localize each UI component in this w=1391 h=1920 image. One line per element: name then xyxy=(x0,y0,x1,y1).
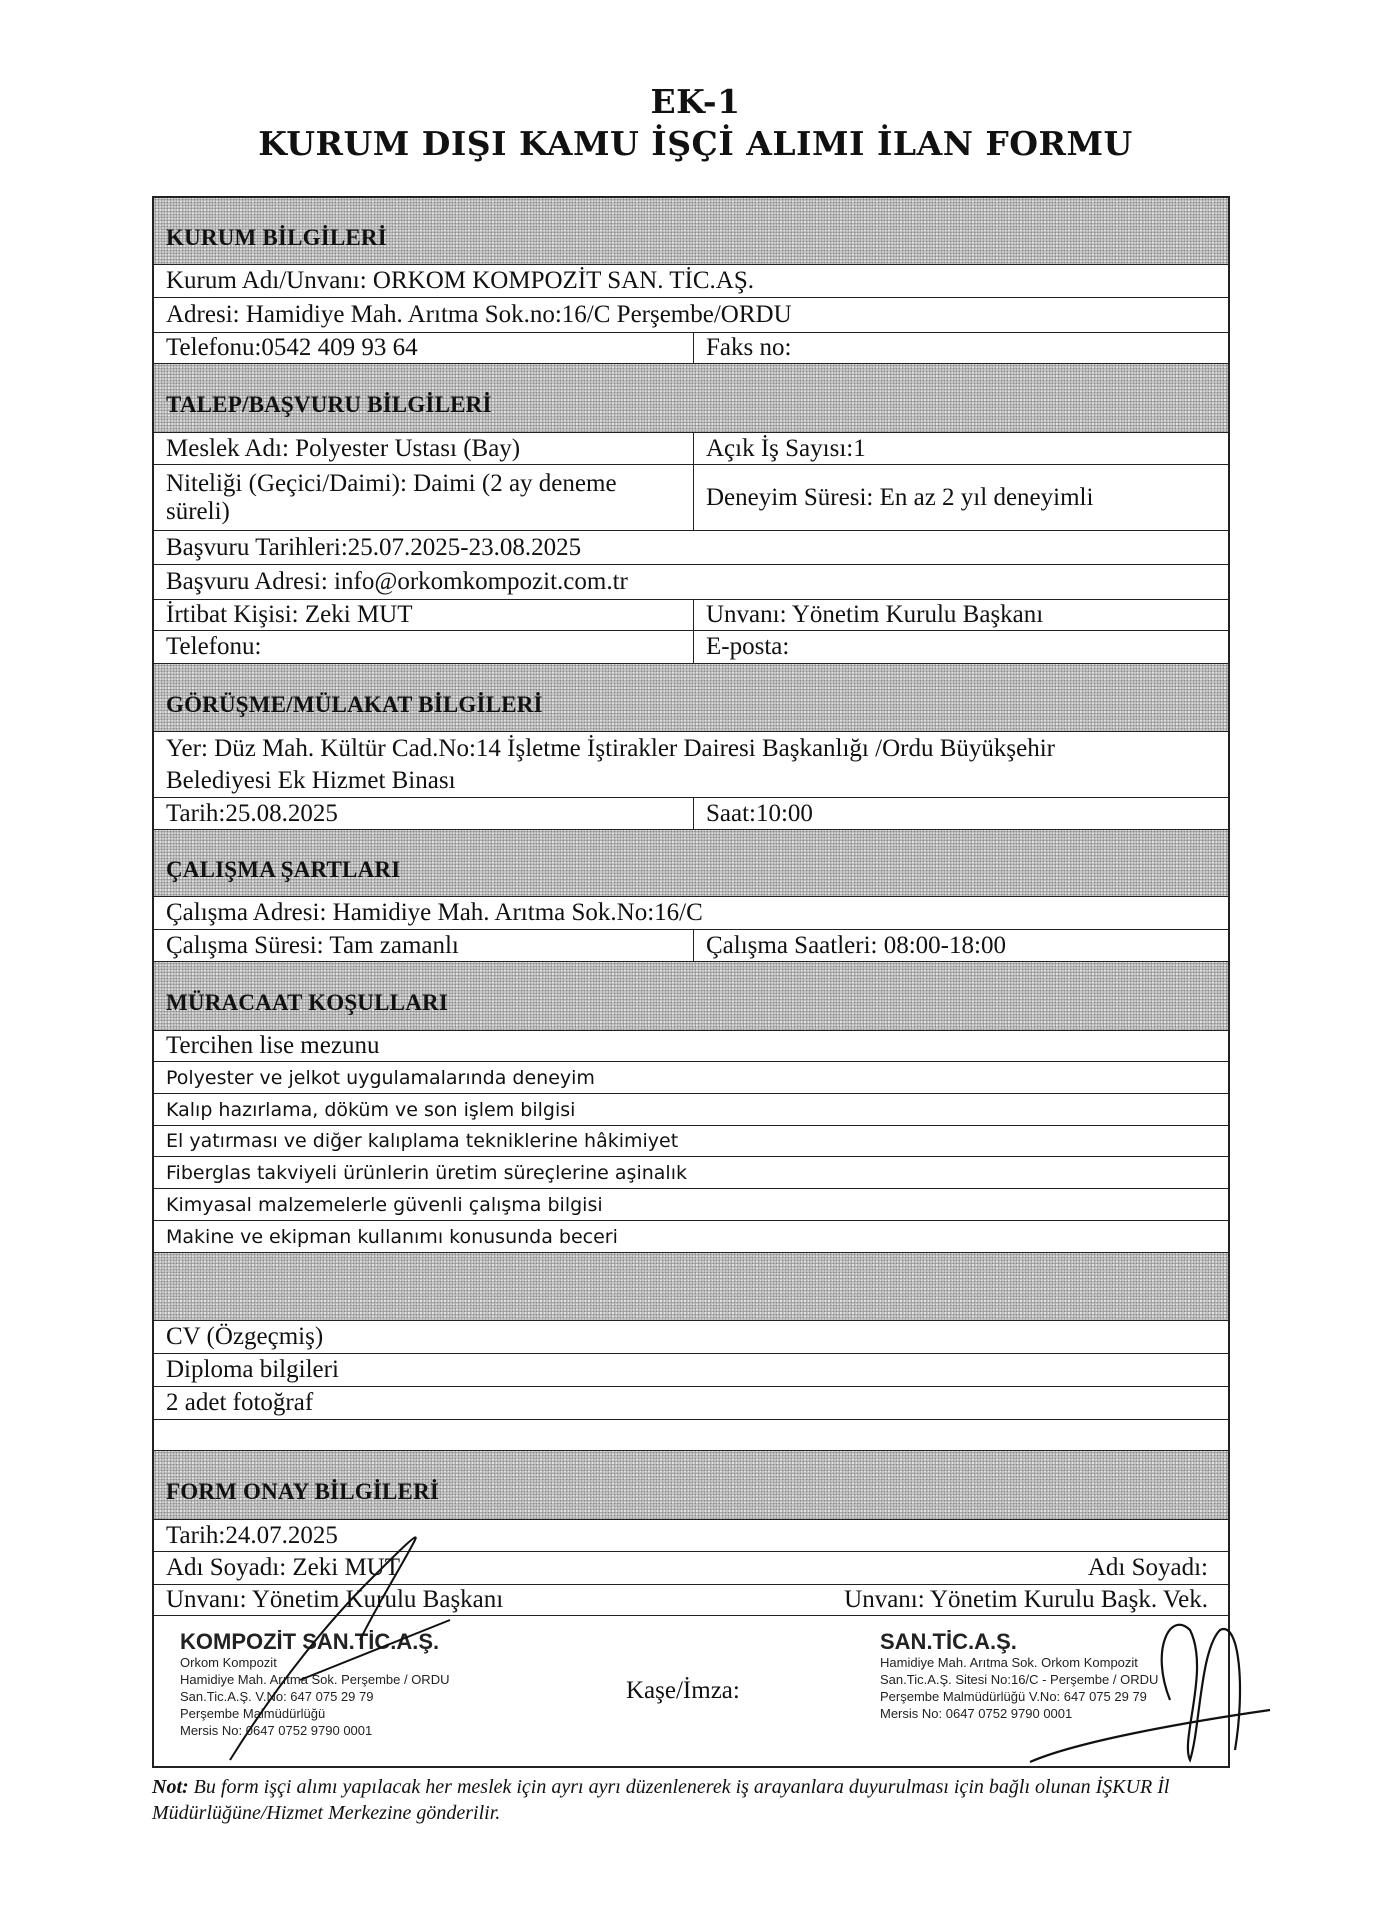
onay-tarih: Tarih:24.07.2025 xyxy=(166,1521,338,1549)
yer-row xyxy=(154,732,1228,798)
calisma-adres: Çalışma Adresi: Hamidiye Mah. Arıtma Sok.No:16/C xyxy=(166,899,703,926)
list-item xyxy=(154,1062,1228,1094)
form-title: KURUM DIŞI KAMU İŞÇİ ALIMI İLAN FORMU xyxy=(258,124,1133,163)
section-calisma xyxy=(154,830,1228,897)
requirement: El yatırması ve diğer kalıplama tekniklerine hâkimiyet xyxy=(166,1130,679,1152)
document-item: Diploma bilgileri xyxy=(166,1356,339,1383)
onay-unvan-left: Unvanı: Yönetim Kurulu Başkanı xyxy=(166,1586,504,1613)
calisma-saatleri: Çalışma Saatleri: 08:00-18:00 xyxy=(693,930,1228,961)
kurum-phone: Telefonu:0542 409 93 64 xyxy=(166,334,418,361)
requirement: Makine ve ekipman kullanımı konusunda beceri xyxy=(166,1225,618,1248)
section-talep xyxy=(154,364,1228,433)
requirement: Kalıp hazırlama, döküm ve son işlem bilgisi xyxy=(166,1098,576,1121)
kurum-address: Adresi: Hamidiye Mah. Arıtma Sok.no:16/C Perşembe/ORDU xyxy=(166,301,792,328)
irtibat: İrtibat Kişisi: Zeki MUT xyxy=(166,601,413,628)
list-item xyxy=(154,1321,1228,1354)
gorusme-yer: Yer: Düz Mah. Kültür Cad.No:14 İşletme İştirakler Dairesi Başkanlığı /Ordu Büyükşehir Belediyesi Ek Hizmet Binası xyxy=(166,734,1055,794)
requirement: Tercihen lise mezunu xyxy=(166,1032,380,1059)
list-item xyxy=(154,1387,1228,1420)
nitelik-row xyxy=(154,465,1228,531)
requirement: Fiberglas takviyeli ürünlerin üretim süreçlerine aşinalık xyxy=(166,1161,687,1184)
list-item xyxy=(154,1126,1228,1157)
kurum-fax: Faks no: xyxy=(693,333,1228,363)
calisma-adres-row xyxy=(154,897,1228,930)
deneyim: Deneyim Süresi: En az 2 yıl deneyimli xyxy=(693,465,1228,530)
kurum-phone-row xyxy=(154,333,1228,364)
onay-adi-right: Adı Soyadı: xyxy=(1087,1554,1208,1581)
tarihler-row xyxy=(154,531,1228,565)
company-stamp-left: KOMPOZİT SAN.TİC.A.Ş. Orkom Kompozit Hamidiye Mah. Arıtma Sok. Perşembe / ORDU San.Tic.A.Ş. V.No: 647 075 29 79 Perşembe Malmüdürlüğü Mersis No: 0647 0752 9790 0001 xyxy=(180,1629,450,1738)
document-item: CV (Özgeçmiş) xyxy=(166,1323,324,1350)
calisma-sure: Çalışma Süresi: Tam zamanlı xyxy=(166,931,459,959)
eposta: E-posta: xyxy=(693,631,1228,663)
meslek: Meslek Adı: Polyester Ustası (Bay) xyxy=(166,434,521,462)
adres-row xyxy=(154,565,1228,600)
note-text: Bu form işçi alımı yapılacak her meslek için ayrı ayrı düzenlenerek iş arayanlara duyurulması için bağlı olunan İŞKUR İl Müdürlüğüne/Hizmet Merkezine gönderilir. xyxy=(152,1776,1170,1824)
section-onay xyxy=(154,1451,1228,1520)
section-title: TALEP/BAŞVURU BİLGİLERİ xyxy=(166,392,492,417)
note-label: Not: xyxy=(152,1776,189,1798)
telefon: Telefonu: xyxy=(166,633,262,660)
kurum-address-row xyxy=(154,298,1228,333)
empty-row xyxy=(154,1420,1228,1451)
list-item xyxy=(154,1157,1228,1189)
section-kurum xyxy=(154,198,1228,265)
gorusme-saat: Saat:10:00 xyxy=(693,798,1228,829)
gorusme-tarih-row xyxy=(154,798,1228,830)
company-stamp-right: SAN.TİC.A.Ş. Hamidiye Mah. Arıtma Sok. Orkom Kompozit San.Tic.A.Ş. Sitesi No:16/C - Perşembe / ORDU Perşembe Malmüdürlüğü V.No: 647 075 29 79 Mersis No: 0647 0752 9790 0001 xyxy=(880,1629,1159,1721)
onay-tarih-row xyxy=(154,1520,1228,1552)
kurum-name-row xyxy=(154,265,1228,298)
blank-shaded-row xyxy=(154,1253,1228,1321)
section-title: GÖRÜŞME/MÜLAKAT BİLGİLERİ xyxy=(166,691,543,717)
document-item: 2 adet fotoğraf xyxy=(166,1389,314,1416)
irtibat-unvan: Unvanı: Yönetim Kurulu Başkanı xyxy=(693,600,1228,630)
section-title: ÇALIŞMA ŞARTLARI xyxy=(166,857,401,882)
list-item xyxy=(154,1031,1228,1062)
requirement: Polyester ve jelkot uygulamalarında deneyim xyxy=(166,1066,595,1089)
footnote xyxy=(152,1774,1242,1826)
nitelik: Niteliği (Geçici/Daimi): Daimi (2 ay deneme süreli) xyxy=(166,469,617,525)
section-muracaat xyxy=(154,962,1228,1031)
onay-unvan-row xyxy=(154,1585,1228,1616)
acik-is: Açık İş Sayısı:1 xyxy=(693,433,1228,464)
meslek-row xyxy=(154,433,1228,465)
basvuru-adresi: Başvuru Adresi: info@orkomkompozit.com.tr xyxy=(166,568,628,595)
kurum-name: Kurum Adı/Unvanı: ORKOM KOMPOZİT SAN. TİC.AŞ. xyxy=(166,267,755,294)
requirement: Kimyasal malzemelerle güvenli çalışma bilgisi xyxy=(166,1193,603,1216)
kase-imza-label: Kaşe/İmza: xyxy=(626,1677,740,1704)
onay-unvan-right: Unvanı: Yönetim Kurulu Başk. Vek. xyxy=(844,1586,1208,1613)
onay-adi-row xyxy=(154,1552,1228,1585)
form-code: EK-1 xyxy=(650,82,741,121)
section-gorusme xyxy=(154,664,1228,732)
telefon-row xyxy=(154,631,1228,664)
section-title: KURUM BİLGİLERİ xyxy=(166,225,387,250)
list-item xyxy=(154,1221,1228,1253)
form-table xyxy=(152,196,1230,1768)
irtibat-row xyxy=(154,600,1228,631)
gorusme-tarih: Tarih:25.08.2025 xyxy=(166,799,338,827)
basvuru-tarihleri: Başvuru Tarihleri:25.07.2025-23.08.2025 xyxy=(166,533,582,561)
list-item xyxy=(154,1189,1228,1221)
calisma-sure-row xyxy=(154,930,1228,962)
section-title: MÜRACAAT KOŞULLARI xyxy=(166,990,448,1015)
list-item xyxy=(154,1094,1228,1126)
onay-adi-left: Adı Soyadı: Zeki MUT xyxy=(166,1554,401,1581)
section-title: FORM ONAY BİLGİLERİ xyxy=(166,1479,440,1504)
list-item xyxy=(154,1354,1228,1387)
